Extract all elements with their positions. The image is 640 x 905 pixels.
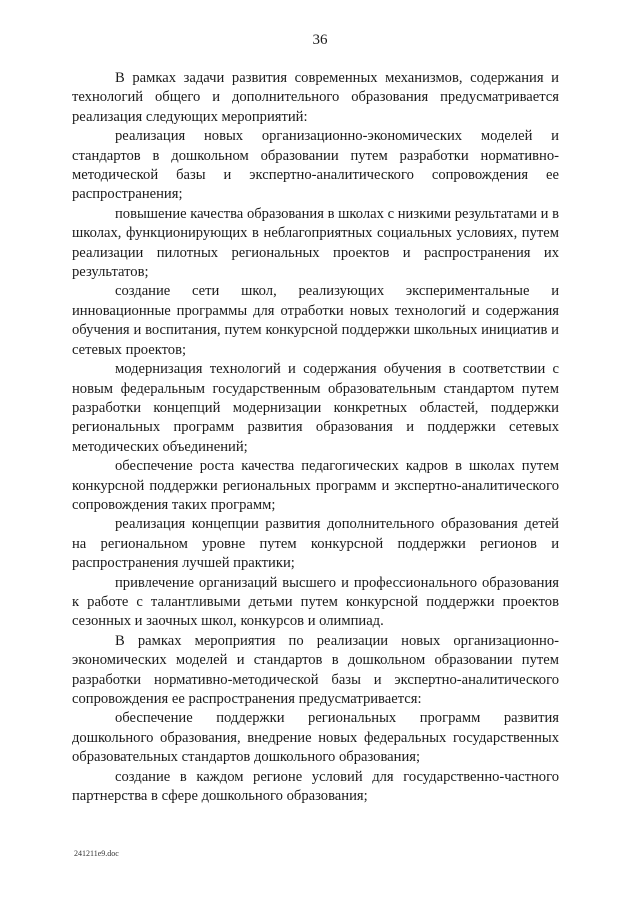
paragraph-item-gifted-children: привлечение организаций высшего и профессионального образования к работе с талантливыми детьми путем конкурсной поддержки проектов сезонных и заочных школ, конкурсов и олимпиад. xyxy=(72,574,559,630)
paragraph-item-regional-programs: обеспечение поддержки региональных программ развития дошкольного образования, внедрение новых федеральных государственных образовательных стандартов дошкольного образования; xyxy=(72,710,559,766)
paragraph-item-school-network: создание сети школ, реализующих экспериментальные и инновационные программы для отработки новых технологий и содержания обучения и воспитания, путем конкурсной поддержки школьных инициатив и сетевых проектов; xyxy=(72,283,559,358)
paragraph-intro-tasks: В рамках задачи развития современных механизмов, содержания и технологий общего и дополнительного образования предусматривается реализация следующих мероприятий: xyxy=(72,70,559,125)
paragraph-item-preschool-models: реализация новых организационно-экономических моделей и стандартов в дошкольном образовании путем разработки нормативно-методической базы и экспертно-аналитического сопровождения ее распространения; xyxy=(72,128,559,203)
paragraph-intro-preschool-measure: В рамках мероприятия по реализации новых организационно-экономических моделей и стандартов в дошкольном образовании путем разработки нормативно-методической базы и экспертно-аналитического сопровождения ее распространения предусматривается: xyxy=(72,632,559,707)
document-body xyxy=(72,69,559,806)
paragraph-item-public-private: создание в каждом регионе условий для государственно-частного партнерства в сфере дошкольного образования; xyxy=(72,768,559,805)
page-number: 36 xyxy=(312,32,328,48)
paragraph-item-teacher-quality: обеспечение роста качества педагогических кадров в школах путем конкурсной поддержки региональных программ и экспертно-аналитического сопровождения таких программ; xyxy=(72,458,559,513)
file-code-footer: 241211e9.doc xyxy=(74,849,119,858)
paragraph-item-modernization: модернизация технологий и содержания обучения в соответствии с новым федеральным государственным образовательным стандартом путем разработки концепций модернизации конкретных областей, поддержки региональных программ развития образования и поддержки сетевых методических объединений; xyxy=(72,361,559,455)
paragraph-item-additional-education: реализация концепции развития дополнительного образования детей на региональном уровне путем конкурсной поддержки регионов и распространения лучшей практики; xyxy=(72,516,559,572)
paragraph-item-low-result-schools: повышение качества образования в школах с низкими результатами и в школах, функционирующих в неблагоприятных социальных условиях, путем реализации пилотных региональных проектов и распространения их результатов; xyxy=(72,205,559,281)
